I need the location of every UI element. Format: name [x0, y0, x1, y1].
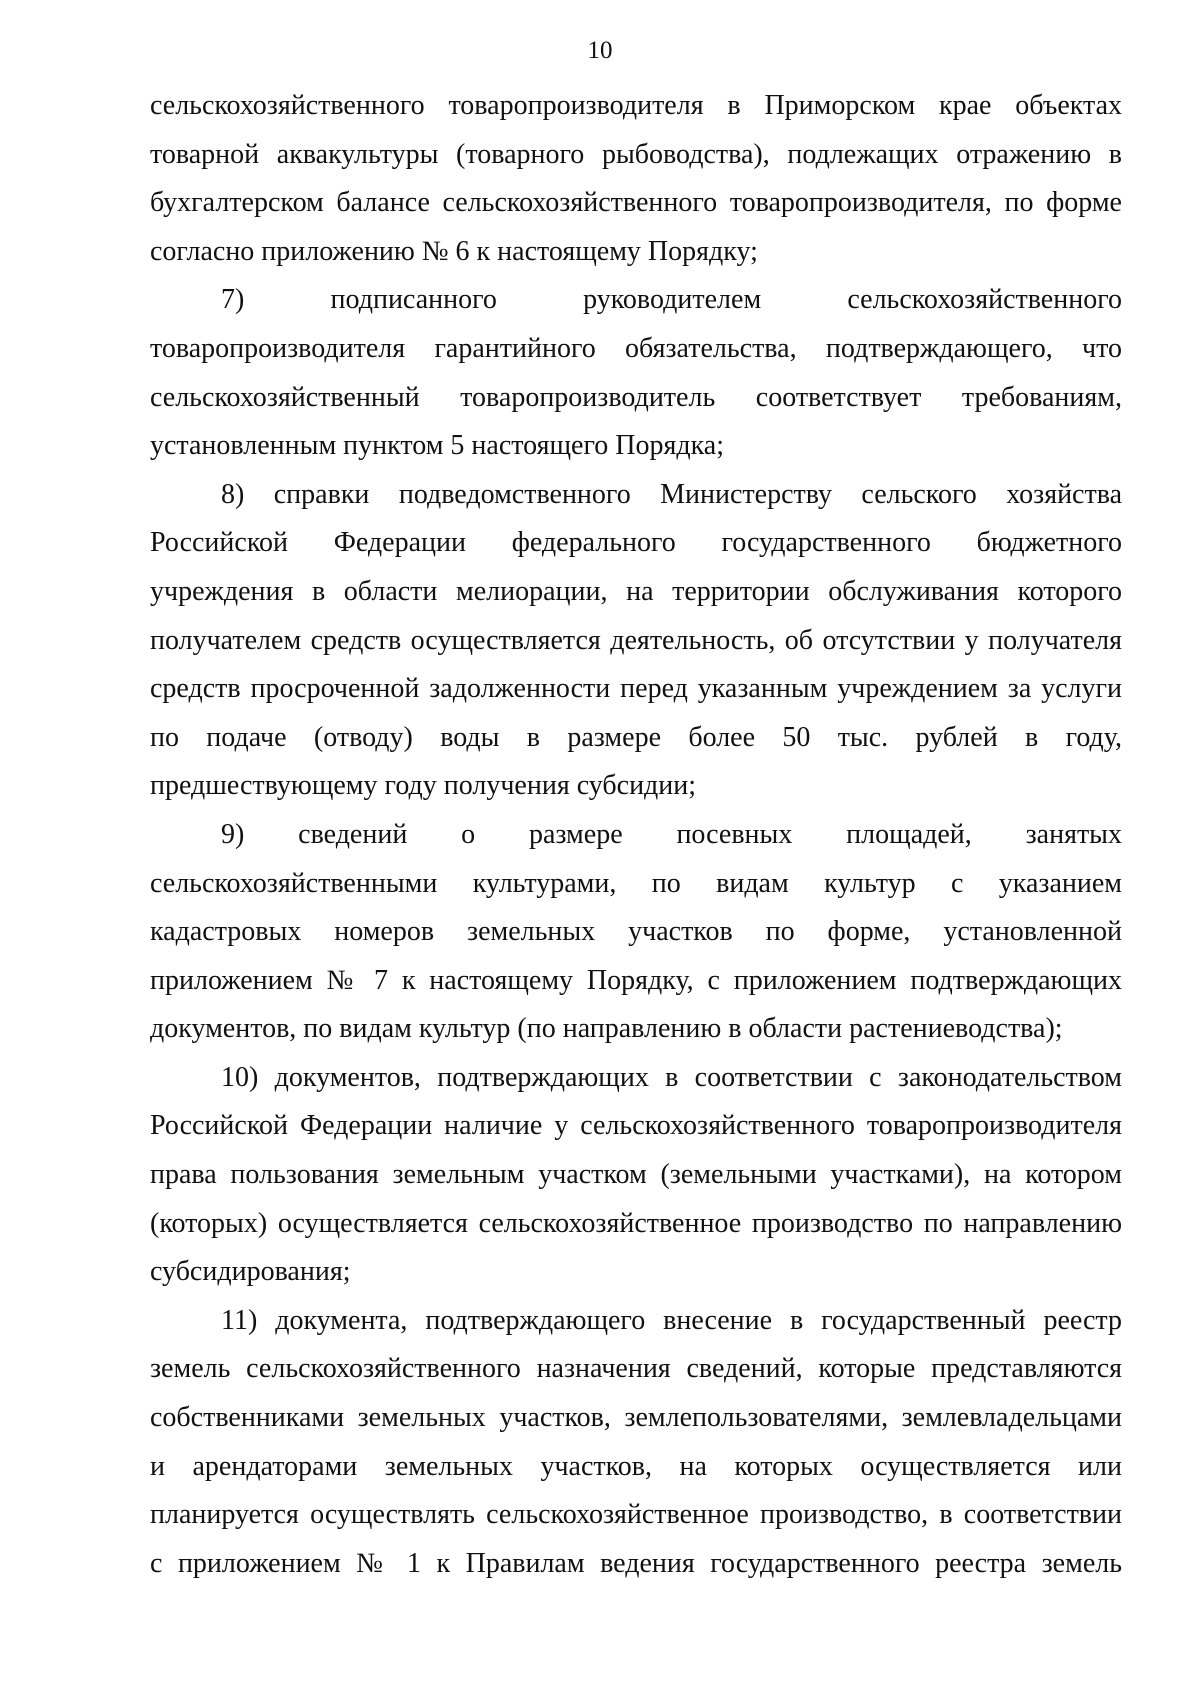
text-line: 7) подписанного руководителем сельскохозяйственного: [221, 284, 1122, 316]
text-line: земель сельскохозяйственного назначения сведений, которые представляются: [150, 1353, 1122, 1385]
text-line: товаропроизводителя гарантийного обязательства, подтверждающего, что: [150, 332, 1122, 364]
text-line: субсидирования;: [150, 1256, 351, 1288]
text-line: предшествующему году получения субсидии;: [150, 770, 697, 802]
text-line: планируется осуществлять сельскохозяйственное производство, в соответствии: [150, 1499, 1122, 1531]
text-line: средств просроченной задолженности перед указанным учреждением за услуги: [150, 673, 1122, 705]
text-line: получателем средств осуществляется деятельность, об отсутствии у получателя: [150, 624, 1122, 656]
text-line: 10) документов, подтверждающих в соответствии с законодательством: [221, 1061, 1122, 1093]
text-line: Российской Федерации наличие у сельскохозяйственного товаропроизводителя: [150, 1110, 1122, 1142]
document-body: [150, 82, 1122, 1588]
text-line: учреждения в области мелиорации, на территории обслуживания которого: [150, 575, 1122, 607]
text-line: 9) сведений о размере посевных площадей, занятых: [221, 818, 1122, 850]
text-line: 11) документа, подтверждающего внесение в государственный реестр: [221, 1304, 1122, 1336]
text-line: по подаче (отводу) воды в размере более 50 тыс. рублей в году,: [150, 721, 1122, 753]
text-line: товарной аквакультуры (товарного рыбоводства), подлежащих отражению в: [150, 138, 1122, 170]
text-line: приложением № 7 к настоящему Порядку, с приложением подтверждающих: [150, 964, 1122, 996]
text-line: (которых) осуществляется сельскохозяйственное производство по направлению: [150, 1207, 1122, 1239]
text-line: согласно приложению № 6 к настоящему Порядку;: [150, 235, 758, 267]
text-line: права пользования земельным участком (земельными участками), на котором: [150, 1159, 1122, 1191]
text-line: сельскохозяйственного товаропроизводителя в Приморском крае объектах: [150, 90, 1122, 121]
text-line: и арендаторами земельных участков, на которых осуществляется или: [150, 1450, 1122, 1482]
page-number: 10: [587, 37, 613, 64]
text-line: собственниками земельных участков, землепользователями, землевладельцами: [150, 1402, 1122, 1434]
text-line: документов, по видам культур (по направлению в области растениеводства);: [150, 1013, 1063, 1045]
text-line: Российской Федерации федерального государственного бюджетного: [150, 527, 1122, 559]
text-line: установленным пунктом 5 настоящего Порядка;: [150, 430, 724, 462]
text-line: сельскохозяйственными культурами, по видам культур с указанием: [150, 867, 1122, 899]
text-line: с приложением № 1 к Правилам ведения государственного реестра земель: [150, 1547, 1122, 1579]
text-line: 8) справки подведомственного Министерству сельского хозяйства: [221, 478, 1122, 510]
text-line: сельскохозяйственный товаропроизводитель соответствует требованиям,: [150, 381, 1122, 413]
text-line: кадастровых номеров земельных участков по форме, установленной: [150, 916, 1122, 948]
text-line: бухгалтерском балансе сельскохозяйственного товаропроизводителя, по форме: [150, 187, 1122, 219]
